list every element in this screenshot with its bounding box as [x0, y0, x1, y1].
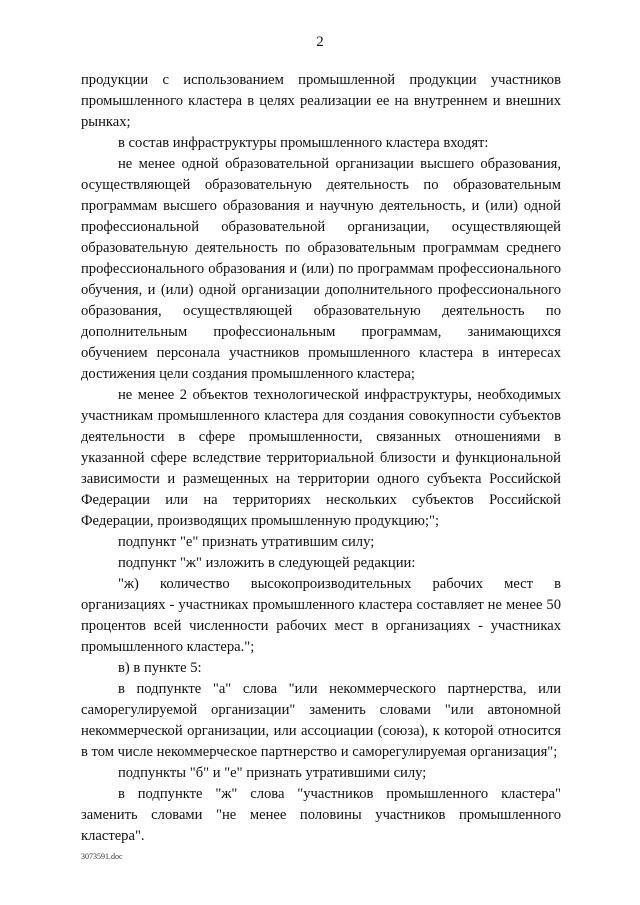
paragraph: "ж) количество высокопроизводительных рабочих мест в организациях - участниках промышленного кластера составляет не менее 50 процентов всей численности рабочих мест в организациях - участниках промышленного кластера."; [81, 576, 561, 655]
paragraph: продукции с использованием промышленной продукции участников промышленного кластера в целях реализации ее на внутреннем и внешних рынках; [81, 72, 561, 130]
paragraph: в подпункте "ж" слова "участников промышленного кластера" заменить словами "не менее половины участников промышленного кластера". [81, 786, 561, 844]
page-number: 2 [316, 34, 324, 50]
footer-file-name: 3073591.doc [81, 852, 123, 861]
paragraph: в состав инфраструктуры промышленного кластера входят: [118, 135, 489, 151]
paragraph: в) в пункте 5: [118, 660, 202, 676]
paragraph: не менее одной образовательной организации высшего образования, осуществляющей образовательную деятельность по образовательным программам высшего образования и научную деятельность, и (или) одной профессиональной образовательной организации, осуществляющей образовательную деятельность по образовательным программам среднего профессионального образования и (или) по программам профессионального обучения, и (или) одной организации дополнительного профессионального образования, осуществляющей образовательную деятельность по дополнительным профессиональным программам, занимающихся обучением персонала участников промышленного кластера в интересах достижения цели создания промышленного кластера; [81, 156, 561, 382]
document-body [81, 70, 561, 847]
paragraph: подпункт "е" признать утратившим силу; [118, 534, 375, 550]
paragraph: подпункты "б" и "е" признать утратившими силу; [118, 765, 427, 781]
paragraph: в подпункте "а" слова "или некоммерческого партнерства, или саморегулируемой организации" заменить словами "или автономной некоммерческой организации, или ассоциации (союза), к которой относится в том числе некоммерческое партнерство и саморегулируемая организация"; [81, 681, 561, 760]
paragraph: не менее 2 объектов технологической инфраструктуры, необходимых участникам промышленного кластера для создания совокупности субъектов деятельности в сфере промышленности, связанных отношениями в указанной сфере вследствие территориальной близости и функциональной зависимости и размещенных на территории одного субъекта Российской Федерации или на территориях нескольких субъектов Российской Федерации, производящих промышленную продукцию;"; [81, 387, 561, 529]
paragraph: подпункт "ж" изложить в следующей редакции: [118, 555, 416, 571]
